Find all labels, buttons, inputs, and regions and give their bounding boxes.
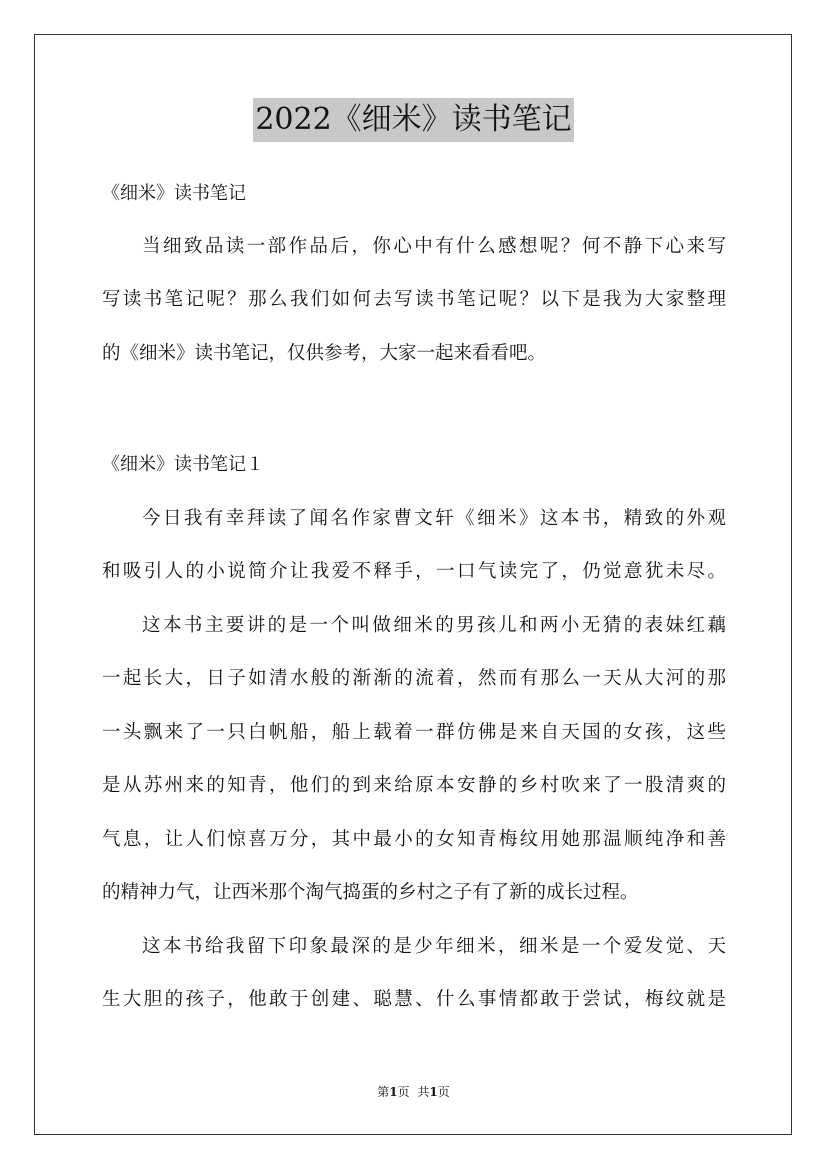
paragraph-line: 一起长大，日子如清水般的渐渐的流着，然而有那么一天从大河的那: [102, 668, 726, 689]
paragraph-line: 的精神力气，让西米那个淘气捣蛋的乡村之子有了新的成长过程。: [102, 882, 639, 903]
intro-line: 当细致品读一部作品后，你心中有什么感想呢？何不静下心来写: [142, 236, 726, 257]
paragraph-line: 这本书主要讲的是一个叫做细米的男孩儿和两小无猜的表妹红藕: [142, 615, 726, 636]
page-number: 1: [389, 1085, 398, 1099]
footer-total-unit: 页: [437, 1085, 450, 1099]
intro-heading: 《细米》读书笔记: [102, 183, 246, 204]
document-title: 2022《细米》读书笔记: [253, 98, 573, 142]
paragraph-line: 气息，让人们惊喜万分，其中最小的女知青梅纹用她那温顺纯净和善: [102, 829, 726, 850]
section-heading: 《细米》读书笔记１: [102, 454, 264, 475]
paragraph-line: 和吸引人的小说简介让我爱不释手，一口气读完了，仍觉意犹未尽。: [102, 561, 726, 582]
total-pages: 1: [429, 1085, 438, 1099]
paragraph-line: 今日我有幸拜读了闻名作家曹文轩《细米》这本书，精致的外观: [142, 508, 726, 529]
intro-line: 写读书笔记呢？那么我们如何去写读书笔记呢？以下是我为大家整理: [102, 289, 726, 310]
page-footer: [0, 1083, 827, 1101]
paragraph-line: 生大胆的孩子，他敢于创建、聪慧、什么事情都敢于尝试，梅纹就是: [102, 989, 726, 1010]
footer-page-unit: 页: [397, 1085, 410, 1099]
footer-total-prefix: 共: [417, 1085, 430, 1099]
paragraph-line: 是从苏州来的知青，他们的到来给原本安静的乡村吹来了一股清爽的: [102, 775, 726, 796]
paragraph-line: 这本书给我留下印象最深的是少年细米，细米是一个爱发觉、天: [142, 936, 726, 957]
paragraph-line: 一头飘来了一只白帆船，船上载着一群仿佛是来自天国的女孩，这些: [102, 722, 726, 743]
intro-line: 的《细米》读书笔记，仅供参考，大家一起来看看吧。: [102, 343, 547, 364]
title-block: [0, 98, 827, 142]
footer-prefix: 第: [377, 1085, 390, 1099]
